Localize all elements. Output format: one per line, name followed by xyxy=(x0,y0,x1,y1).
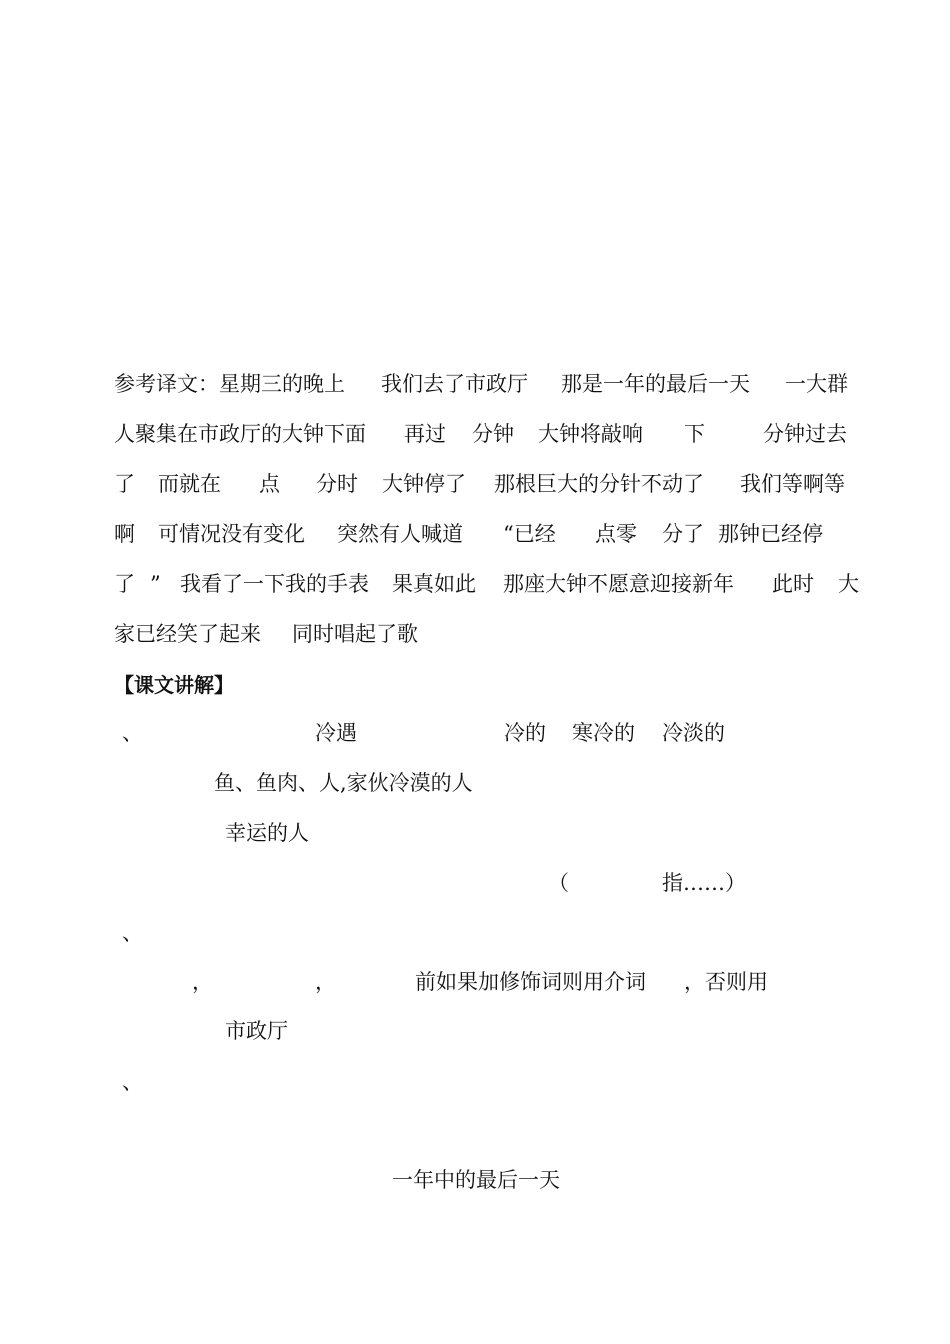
translation-line3-seg1: 了 xyxy=(114,472,135,496)
translation-line2-seg6: 分钟过去 xyxy=(763,422,847,446)
translation-line3-seg3: 点 xyxy=(259,472,280,496)
item1-examples: 鱼、鱼肉、人,家伙冷漠的人 xyxy=(214,771,473,795)
translation-line6-seg2: 同时唱起了歌 xyxy=(292,622,418,646)
item1-paren-open: （ xyxy=(548,871,569,895)
translation-line2-seg4: 大钟将敲响 xyxy=(538,422,643,446)
item2-example: 市政厅 xyxy=(225,1019,288,1043)
translation-line5-seg6: 此时 xyxy=(772,572,814,596)
translation-line5-seg5: 那座大钟不愿意迎接新年 xyxy=(503,572,734,596)
item3-marker: 、 xyxy=(122,1070,143,1094)
translation-line5-seg4: 果真如此 xyxy=(392,572,476,596)
translation-line3-seg2: 而就在 xyxy=(158,472,221,496)
translation-line6-seg1: 家已经笑了起来 xyxy=(114,622,261,646)
translation-line2-seg3: 分钟 xyxy=(472,422,514,446)
item2-otherwise: ，否则用 xyxy=(684,970,768,994)
translation-line2-seg5: 下 xyxy=(684,422,705,446)
translation-line1-seg2: 我们去了市政厅 xyxy=(381,372,528,396)
item1-refers: 指……） xyxy=(662,871,746,895)
translation-line4-seg5: 点零 xyxy=(595,522,637,546)
translation-line5-seg1: 了 xyxy=(114,572,135,596)
section-heading: 【课文讲解】 xyxy=(114,673,234,697)
translation-line3-seg5: 大钟停了 xyxy=(382,472,466,496)
translation-line4-seg4: “已经 xyxy=(503,522,556,546)
item1-meaning-3: 冷淡的 xyxy=(662,721,725,745)
item1-word: 冷遇 xyxy=(315,721,357,745)
item1-meaning-2: 寒冷的 xyxy=(572,721,635,745)
translation-line3-seg4: 分时 xyxy=(316,472,358,496)
item1-marker: 、 xyxy=(122,721,143,745)
item3-phrase: 一年中的最后一天 xyxy=(392,1168,560,1192)
translation-line1-seg4: 一大群 xyxy=(785,372,848,396)
item1-example-lucky: 幸运的人 xyxy=(225,821,309,845)
translation-line5-seg7: 大 xyxy=(838,572,859,596)
translation-line1-seg3: 那是一年的最后一天 xyxy=(561,372,750,396)
translation-line3-seg6: 那根巨大的分针不动了 xyxy=(494,472,704,496)
item1-meaning-1: 冷的 xyxy=(504,721,546,745)
translation-line3-seg7: 我们等啊等 xyxy=(740,472,845,496)
translation-line5-seg3: 我看了一下我的手表 xyxy=(180,572,369,596)
item2-marker: 、 xyxy=(122,921,143,945)
translation-line1-seg1: 参考译文：星期三的晚上 xyxy=(114,372,345,396)
translation-line4-seg1: 啊 xyxy=(114,522,135,546)
translation-line5-seg2: ” xyxy=(150,572,161,596)
translation-line2-seg2: 再过 xyxy=(404,422,446,446)
item2-rule: 前如果加修饰词则用介词 xyxy=(415,970,646,994)
translation-line4-seg6: 分了 xyxy=(662,522,704,546)
translation-line2-seg1: 人聚集在市政厅的大钟下面 xyxy=(114,422,366,446)
translation-line4-seg7: 那钟已经停 xyxy=(718,522,823,546)
item2-comma-1: ， xyxy=(192,970,213,994)
translation-line4-seg3: 突然有人喊道 xyxy=(337,522,463,546)
item2-comma-2: ， xyxy=(315,970,336,994)
translation-line4-seg2: 可情况没有变化 xyxy=(158,522,305,546)
